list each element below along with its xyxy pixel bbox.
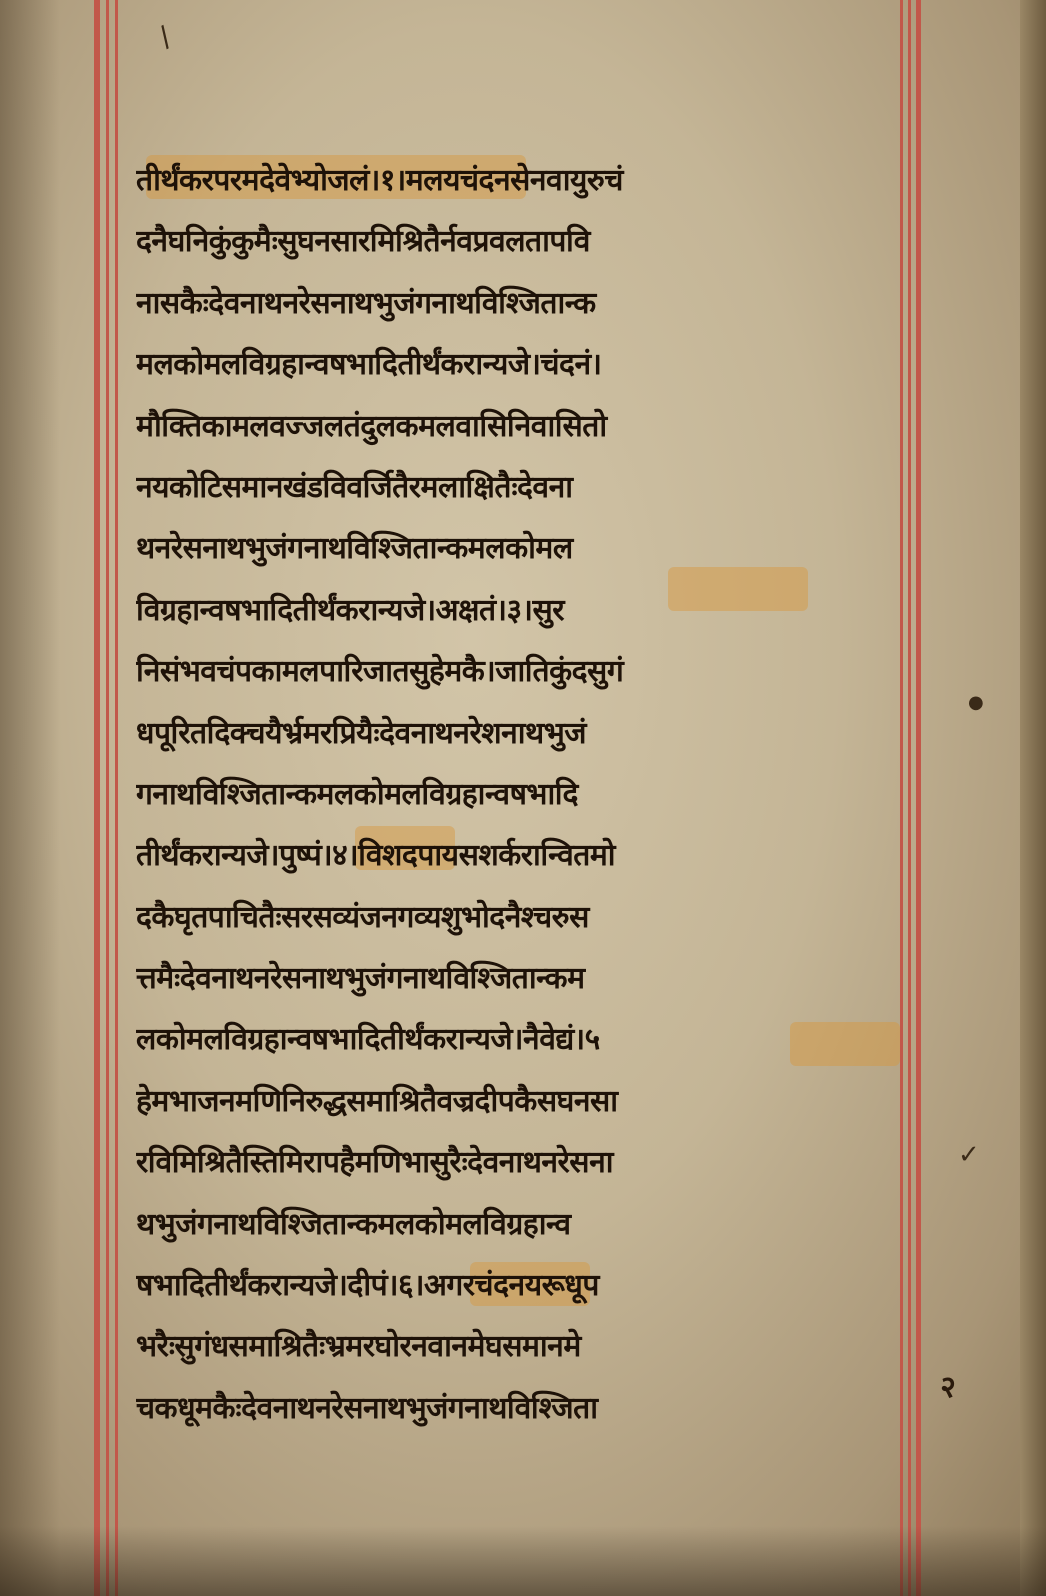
text-line: तीर्थंकरपरमदेवेभ्योजलं।१।मलयचंदनसेनवायुरुचं [136, 163, 623, 198]
margin-rule-left-outer [94, 0, 100, 1596]
margin-rule-left-inner [115, 0, 118, 1596]
text-line: नासकैःदेवनाथनरेसनाथभुजंगनाथविश्जितान्क [136, 285, 596, 321]
text-line: थभुजंगनाथविश्जितान्कमलकोमलविग्रहान्व [136, 1206, 571, 1242]
margin-rule-right-outer [916, 0, 921, 1596]
ink-spot-right: ● [968, 692, 984, 713]
text-line: धपूरितदिक्चयैर्भ्रमरप्रियैःदेवनाथनरेशनाथभुजं [136, 715, 587, 751]
folio-number: २ [940, 1370, 956, 1405]
text-line: विग्रहान्वषभादितीर्थंकरान्यजे।अक्षतं।३।सुर [136, 592, 565, 628]
text-line: मौक्तिकामलवज्जलतंदुलकमलवासिनिवासितो [136, 408, 607, 444]
text-line: मलकोमलविग्रहान्वषभादितीर्थंकरान्यजे।चंदनं। [136, 347, 602, 383]
text-line: हेमभाजनमणिनिरुद्धसमाश्रितैवज्रदीपकैसघनसा [136, 1083, 618, 1119]
margin-rule-left-middle [106, 0, 109, 1596]
text-line: निसंभवचंपकामलपारिजातसुहेमकै।जातिकुंदसुगं [136, 654, 624, 690]
text-line: भरैःसुगंधसमाश्रितैःभ्रमरघोरनवानमेघसमानमे [136, 1329, 581, 1365]
text-line: चकधूमकैःदेवनाथनरेसनाथभुजंगनाथविश्जिता [136, 1390, 598, 1426]
text-line: तीर्थंकरान्यजे।पुष्पं।४।विशदपायसशर्करान्वितमो [136, 838, 616, 874]
check-mark-right: ✓ [958, 1140, 980, 1170]
page-shadow-left [0, 0, 60, 1596]
text-line: त्तमैःदेवनाथनरेसनाथभुजंगनाथविश्जितान्कम [136, 961, 585, 997]
text-line: गनाथविश्जितान्कमलकोमलविग्रहान्वषभादि [136, 776, 578, 812]
manuscript-text [136, 150, 906, 1439]
margin-rule-right-middle [908, 0, 911, 1596]
ink-mark-top: / [152, 19, 178, 54]
page-edge-right [1020, 0, 1046, 1596]
text-line: नयकोटिसमानखंडविवर्जितैरमलाक्षितैःदेवना [136, 469, 573, 505]
text-line: दकैघृतपाचितैःसरसव्यंजनगव्यशुभोदनैश्चरुस [136, 899, 589, 935]
text-line: दनैघनिकुंकुमैःसुघनसारमिश्रितैर्नवप्रवलतापवि [136, 224, 590, 260]
text-line: थनरेसनाथभुजंगनाथविश्जितान्कमलकोमल [136, 531, 573, 567]
text-line: लकोमलविग्रहान्वषभादितीर्थंकरान्यजे।नैवेद्यं।५ [136, 1022, 600, 1058]
text-line: रविमिश्रितैस्तिमिरापहैमणिभासुरैःदेवनाथनरेसना [136, 1145, 613, 1181]
text-line: षभादितीर्थंकरान्यजे।दीपं।६।अगरचंदनयरूधूप [136, 1268, 599, 1304]
page-shadow-bottom [0, 1526, 1046, 1596]
